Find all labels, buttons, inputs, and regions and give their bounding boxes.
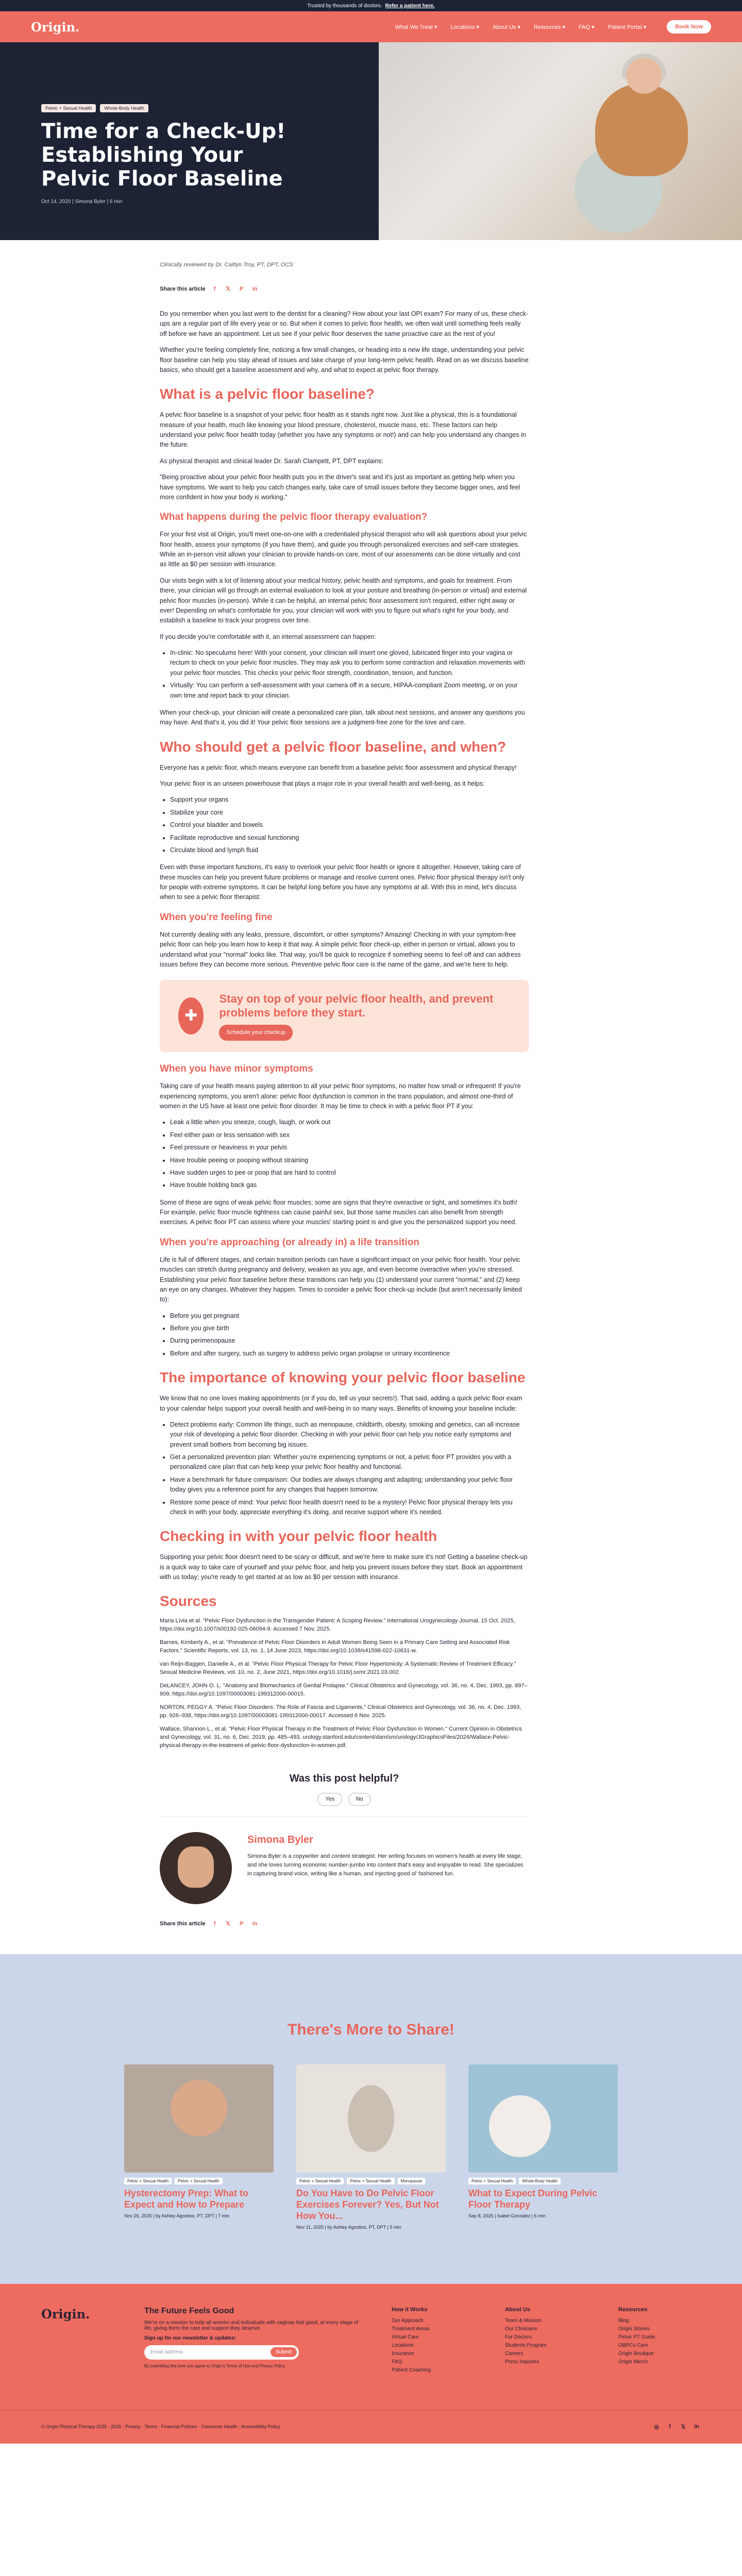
share-bar bbox=[160, 285, 529, 294]
facebook-icon[interactable]: f bbox=[669, 2424, 671, 2430]
card-meta: Nov 11, 2025 | by Ashley Agostino, PT, DPT | 5 min bbox=[296, 2224, 401, 2230]
feedback-no-button[interactable]: No bbox=[348, 1793, 371, 1806]
list-item: • Get a personalized prevention plan: Whether you're experiencing symptoms or not, a pelvic floor PT provides you with a personalized care plan that can help keep your pelvic floor healthy and functional. bbox=[170, 1452, 529, 1472]
footer-link[interactable]: Insurance bbox=[392, 2350, 414, 2357]
section-heading: Sources bbox=[160, 1593, 217, 1609]
cta-title: Stay on top of your pelvic floor health, and prevent problems before they start. bbox=[219, 992, 494, 1019]
footer-bottom bbox=[0, 2410, 742, 2444]
source-item: DeLANCEY, JOHN O. L. "Anatomy and Biomechanics of Genital Prolapse." Clinical Obstetrics and Gynecology, vol. 36, no. 4, Dec. 1993, pp. 897–909, https://doi.org/10.1097/00003081-199312000-00015. bbox=[160, 1683, 528, 1698]
paragraph: Whether you're feeling completely fine, noticing a few small changes, or heading into a new life stage, understanding your pelvic floor baseline can help you stay ahead of issues and take charge of your long-term pelvic health. Read on as we discuss baseline basics, who should get a baseline assessment and why, and what to expect at pelvic floor therapy. bbox=[160, 346, 529, 374]
hero-tag[interactable]: Pelvic + Sexual Health bbox=[41, 104, 96, 112]
section-heading: When you have minor symptoms bbox=[160, 1063, 313, 1075]
list-item: • Have sudden urges to pee or poop that are hard to control bbox=[170, 1168, 529, 1178]
article-meta: Oct 14, 2020 | Simona Byler | 6 min bbox=[41, 199, 123, 205]
footer-link[interactable]: Our Approach bbox=[392, 2317, 424, 2324]
email-field[interactable] bbox=[144, 2345, 299, 2360]
paragraph: Some of these are signs of weak pelvic floor muscles; some are signs that they're overactive or tight, and sometimes it's both! For example, pelvic floor muscle tightness can cause painful sex, but those same muscles can also benefit from strength exercises. A pelvic floor PT can assess where your muscles' starting point is and give you the personalized support you need. bbox=[160, 1198, 517, 1226]
source-item: Maria Lívia et al. "Pelvic Floor Dysfunction in the Transgender Patient: A Scoping Review." International Urogynecology Journal, 15 Oct. 2025, https://doi.org/10.1007/s00192-025-06094-9. Accessed 7 Nov. 2025. bbox=[160, 1618, 515, 1633]
related-card[interactable] bbox=[124, 2064, 274, 2230]
hero-tag[interactable]: Whole-Body Health bbox=[100, 104, 148, 112]
card-tag[interactable]: Whole-Body Health bbox=[519, 2178, 561, 2184]
section-heading: When you're approaching (or already in) a life transition bbox=[160, 1236, 419, 1248]
sources-list bbox=[160, 1617, 529, 1750]
list-item: • Before and after surgery, such as surgery to address pelvic organ prolapse or urinary incontinence bbox=[170, 1349, 529, 1359]
section-heading: The importance of knowing your pelvic floor baseline bbox=[160, 1369, 526, 1386]
list-item: • Support your organs bbox=[170, 795, 529, 805]
facebook-icon[interactable]: f bbox=[213, 1920, 216, 1927]
paragraph: Your pelvic floor is an unseen powerhouse that plays a major role in your overall health and well-being, as it helps: bbox=[160, 780, 485, 788]
section-heading: What is a pelvic floor baseline? bbox=[160, 386, 375, 402]
list-item: • Have trouble holding back gas bbox=[170, 1180, 529, 1190]
list-item: • Circulate blood and lymph fluid bbox=[170, 845, 529, 855]
footer-link[interactable]: FAQ bbox=[392, 2359, 402, 2365]
clinic-icon: ✚ bbox=[178, 997, 204, 1035]
footer-tagline: The Future Feels Good bbox=[144, 2306, 234, 2315]
hero bbox=[0, 42, 742, 240]
footer-link[interactable]: Press Inquiries bbox=[505, 2359, 539, 2365]
list-item: • In-clinic: No speculums here! With your consent, your clinician will insert one gloved, lubricated finger into your vagina or rectum to check on your pelvic floor muscles. They may ask you to perform some contraction and relaxation movements with your pelvic floor muscles. This checks your pelvic floor strength, coordination, tension, and function. bbox=[170, 648, 529, 678]
list-item: • Stabilize your core bbox=[170, 808, 529, 818]
list bbox=[170, 1311, 529, 1359]
list-item: • During perimenopause bbox=[170, 1336, 529, 1346]
card-tag[interactable]: Pelvic + Sexual Health bbox=[347, 2178, 394, 2184]
footer-link[interactable]: Treatment Areas bbox=[392, 2326, 430, 2332]
pinterest-icon[interactable]: P bbox=[239, 1920, 244, 1927]
footer-link[interactable]: Team & Mission bbox=[505, 2317, 542, 2324]
feedback-yes-button[interactable]: Yes bbox=[317, 1793, 342, 1806]
instagram-icon[interactable]: ◎ bbox=[654, 2424, 659, 2430]
list-item: • Have trouble peeing or pooping without straining bbox=[170, 1156, 529, 1165]
footer-link[interactable]: Origin Stories bbox=[618, 2326, 650, 2332]
list-item: • Virtually: You can perform a self-assessment with your camera off in a secure, HIPAA-compliant Zoom meeting, or on your own time and report back to your clinician. bbox=[170, 681, 529, 701]
linkedin-icon[interactable]: in bbox=[252, 1920, 258, 1927]
footer-col-title: About Us bbox=[505, 2306, 530, 2313]
section-heading: When you're feeling fine bbox=[160, 911, 273, 923]
nav-item-what-we-treat[interactable]: What We Treat ▾ bbox=[395, 24, 437, 30]
card-tag[interactable]: Pelvic + Sexual Health bbox=[296, 2178, 344, 2184]
card-title[interactable]: Do You Have to Do Pelvic Floor Exercises Forever? Yes, But Not How You... bbox=[296, 2188, 439, 2221]
list-item: • Feel pressure or heaviness in your pelvis bbox=[170, 1143, 529, 1153]
footer-link[interactable]: Students Program bbox=[505, 2342, 547, 2348]
footer-link[interactable]: Origin Merch bbox=[618, 2359, 648, 2365]
list bbox=[170, 795, 529, 855]
clinical-review-note: Clinically reviewed by Dr. Caitlyn Troy, PT, DPT, OCS bbox=[160, 262, 293, 268]
footer-link[interactable]: Blog bbox=[618, 2317, 629, 2324]
list-item: • Before you get pregnant bbox=[170, 1311, 529, 1321]
consent-text: By submitting this form you agree to Origin's Terms of Use and Privacy Policy bbox=[144, 2363, 285, 2368]
card-meta: Sep 8, 2025 | Isabel Gonzalez | 6 min bbox=[468, 2213, 546, 2218]
footer-link[interactable]: OBPCs Care bbox=[618, 2342, 648, 2348]
list-item: • Leak a little when you sneeze, cough, laugh, or work out bbox=[170, 1117, 529, 1127]
related-card[interactable] bbox=[468, 2064, 618, 2230]
list bbox=[170, 648, 529, 701]
nav-item-locations[interactable]: Locations ▾ bbox=[450, 24, 479, 30]
list bbox=[170, 1420, 529, 1517]
avatar bbox=[160, 1832, 232, 1904]
paragraph: Do you remember when you last went to the dentist for a cleaning? How about your last OPI exam? For many of us, these check-ups are a regular part of life every year or so. But when it comes to pelvic floor health, we often wait until something feels really off before we have an appointment. Let us see if your pelvic floor deserves the same proactive care as the rest of you! bbox=[160, 310, 528, 337]
paragraph: Taking care of your health means paying attention to all your pelvic floor symptoms, no matter how small or infrequent! If you're experiencing symptoms, you aren't alone: pelvic floor dysfunction is common in the trans population, and almost one-third of women in the US have at least one pelvic floor disorder. It may be time to check in with a pelvic floor PT if you: bbox=[160, 1082, 521, 1110]
feedback-widget bbox=[160, 1771, 529, 1806]
footer-link[interactable]: Patient Coaching bbox=[392, 2367, 431, 2373]
paragraph: If you decide you're comfortable with it, an internal assessment can happen: bbox=[160, 633, 376, 640]
announcement-text: Trusted by thousands of doctors. bbox=[307, 3, 382, 9]
nav-item-faq[interactable]: FAQ ▾ bbox=[579, 24, 595, 30]
author-name[interactable]: Simona Byler bbox=[247, 1834, 313, 1845]
paragraph: Everyone has a pelvic floor, which means everyone can benefit from a baseline pelvic floor assessment and physical therapy! bbox=[160, 764, 517, 771]
footer-logo[interactable]: Origin. bbox=[41, 2306, 90, 2321]
quote: "Being proactive about your pelvic floor health puts you in the driver's seat and it's just as important as getting help when you have symptoms. We want to help you catch changes early, take care of small issues before they become bigger ones, and feel more confident in how your body is working." bbox=[160, 473, 520, 501]
paragraph: As physical therapist and clinical leader Dr. Sarah Clampett, PT, DPT explains: bbox=[160, 457, 383, 465]
card-title[interactable]: Hysterectomy Prep: What to Expect and How to Prepare bbox=[124, 2188, 249, 2210]
card-image bbox=[124, 2064, 274, 2173]
cta-banner bbox=[160, 980, 529, 1052]
card-tag[interactable]: Pelvic + Sexual Health bbox=[468, 2178, 516, 2184]
nav-item-patient-portal[interactable]: Patient Portal ▾ bbox=[608, 24, 647, 30]
paragraph: A pelvic floor baseline is a snapshot of your pelvic floor health as it stands right now. Just like a physical, this is a foundational measure of your health, much like knowing your blood pressure, cholesterol, muscle mass, etc. These factors can help understand your pelvic floor health today (whether you have any symptoms or not!) and can help you understand any changes in the future. bbox=[160, 411, 526, 449]
schedule-checkup-button[interactable]: Schedule your checkup bbox=[219, 1025, 292, 1041]
paragraph: For your first visit at Origin, you'll meet one-on-one with a credentialed physical therapist who will ask questions about your pelvic floor health, assess your symptoms (if you have them), and guide you through personalized exercises and self-care strategies. While an in-person visit allows your clinician to provide hands-on care, most of our assessments can be done virtually and cost as little as $0 per session with insurance. bbox=[160, 531, 527, 568]
footer-link[interactable]: Origin Boutique bbox=[618, 2350, 654, 2357]
copyright: © Origin Physical Therapy 2025 - 2026 · Privacy · Terms · Financial Policies · Consumer Health · Accessibility Policy bbox=[41, 2424, 280, 2430]
facebook-icon[interactable]: f bbox=[213, 286, 216, 293]
list-item: • Feel either pain or less sensation with sex bbox=[170, 1130, 529, 1140]
related-title: There's More to Share! bbox=[288, 2021, 454, 2038]
related-card[interactable] bbox=[296, 2064, 446, 2230]
paragraph: Even with these important functions, it's easy to overlook your pelvic floor health or ignore it altogether. However, taking care of these muscles can help you prevent future problems or manage and resolve current ones. Pelvic floor physical therapy isn't only for people with extreme symptoms. It can be helpful long before you have any symptoms at all. With this in mind, let's discuss when to see a pelvic floor therapist: bbox=[160, 863, 525, 901]
footer bbox=[0, 2284, 742, 2410]
newsletter-label: Sign up for our newsletter & updates: bbox=[144, 2335, 237, 2341]
share-bar bbox=[160, 1920, 529, 1928]
main-nav bbox=[0, 11, 742, 42]
list-item: • Facilitate reproductive and sexual functioning bbox=[170, 833, 529, 843]
submit-button[interactable]: Submit bbox=[271, 2347, 297, 2357]
feedback-question: Was this post helpful? bbox=[289, 1772, 399, 1784]
hero-image bbox=[379, 42, 742, 240]
x-icon[interactable]: 𝕏 bbox=[226, 286, 231, 293]
list bbox=[170, 1117, 529, 1190]
list-item: • Detect problems early: Common life things, such as menopause, childbirth, obesity, smoking and genetics, can all increase your risk of developing a pelvic floor disorder. Checking in with your pelvic floor can help you notice early symptoms and prevent small bothers from becoming big issues. bbox=[170, 1420, 529, 1450]
footer-col-title: Resources bbox=[618, 2306, 648, 2313]
logo[interactable]: Origin. bbox=[31, 19, 80, 35]
footer-link[interactable]: Virtual Care bbox=[392, 2334, 419, 2340]
paragraph: Not currently dealing with any leaks, pressure, discomfort, or other symptoms? Amazing! Checking in with your symptom-free pelvic floor can help you learn how to keep it that way. A simple pelvic floor check-up, either in person or virtual, allows you to understand what your "normal" looks like. That way, you'll be quick to recognize if something seems to feel off and can address issues before they can become more serious. Preventive pelvic floor care is the name of the game, and we're here to help. bbox=[160, 930, 521, 968]
list-item: • Control your bladder and bowels bbox=[170, 820, 529, 830]
book-now-button[interactable]: Book Now bbox=[667, 20, 711, 33]
card-image bbox=[468, 2064, 618, 2173]
page-title: Time for a Check-Up! Establishing Your Pelvic Floor Baseline bbox=[41, 120, 286, 191]
section-heading: Who should get a pelvic floor baseline, and when? bbox=[160, 738, 507, 755]
share-label: Share this article bbox=[160, 1920, 206, 1927]
x-icon[interactable]: 𝕏 bbox=[681, 2424, 686, 2430]
section-heading: What happens during the pelvic floor therapy evaluation? bbox=[160, 512, 428, 523]
email-placeholder: Email address bbox=[150, 2349, 183, 2355]
related-posts bbox=[0, 1954, 742, 2284]
announcement-bar bbox=[0, 0, 742, 11]
section-heading: Checking in with your pelvic floor health bbox=[160, 1528, 437, 1545]
author-description: Simona Byler is a copywriter and content strategist. Her writing focuses on women's health at every life stage, and she loves turning economic number-jumbo into content that's easy and enjoyable to read. She specializes in capturing brand voice, writing like a human, and injecting good ol' fashioned fun. bbox=[247, 1853, 524, 1877]
source-item: van Reijn-Baggen, Danielle A., et al. "Pelvic Floor Physical Therapy for Pelvic Floor Hypertonicity: A Systematic Review of Treatment Efficacy." Sexual Medicine Reviews, vol. 10, no. 2, June 2021, https://doi.org/10.1016/j.sxmr.2021.03.002. bbox=[160, 1661, 516, 1676]
linkedin-icon[interactable]: in bbox=[694, 2424, 699, 2430]
paragraph: Our visits begin with a lot of listening about your medical history, pelvic health and symptoms, and goals for treatment. From there, your clinician will go through an external evaluation to look at your posture and breathing (in-person or virtual) and external pelvic floor muscles (in-person). While it can be helpful, an internal pelvic floor assessment isn't required, either right away or ever! Depending on what's comfortable for you, your clinician will work with you to figure out what's right for your body, and establish a baseline to track your progress over time. bbox=[160, 577, 527, 624]
list-item: • Restore some peace of mind: Your pelvic floor health doesn't need to be a mystery! Pelvic floor physical therapy lets you check in with your body, appreciate everything it's doing, and receive support where it's needed. bbox=[170, 1498, 529, 1518]
footer-link[interactable]: Careers bbox=[505, 2350, 524, 2357]
list-item: • Before you give birth bbox=[170, 1324, 529, 1333]
card-image bbox=[296, 2064, 446, 2173]
card-meta: Nov 26, 2025 | by Ashley Agostino, PT, DPT | 7 min bbox=[124, 2213, 230, 2218]
share-label: Share this article bbox=[160, 286, 206, 293]
list-item: • Have a benchmark for future comparison: Our bodies are always changing and adapting; understanding your pelvic floor today gives you a reference point for any changes that happen tomorrow. bbox=[170, 1475, 529, 1495]
article-body bbox=[160, 240, 529, 1928]
card-tag[interactable]: Menopause bbox=[398, 2178, 426, 2184]
source-item: Wallace, Shannon L., et al. "Pelvic Floor Physical Therapy in the Treatment of Pelvic Floor Dysfunction in Women." Current Opinion in Obstetrics and Gynecology, vol. 31, no. 6, Dec. 2019, pp. 485–493, urology.stanford.edu/content/dam/sm/urology/JGraphicsFiles/2024/Wallace-Pelvic-physical-therapy-in-the-treatment-of-pelvic-floor-dysfunction-in-women.pdf. bbox=[160, 1725, 522, 1749]
footer-col-title: How it Works bbox=[392, 2306, 428, 2313]
paragraph: We know that no one loves making appointments (or if you do, tell us your secrets!). That said, adding a quick pelvic floor exam to your calendar helps support your overall health and well-being in so many ways. Benefits of knowing your baseline include: bbox=[160, 1395, 522, 1412]
footer-link[interactable]: Locations bbox=[392, 2342, 414, 2348]
refer-patient-link[interactable]: Refer a patient here. bbox=[385, 3, 435, 9]
pinterest-icon[interactable]: P bbox=[239, 286, 244, 293]
footer-mission: We're on a mission to help all women and individuals with vaginas feel good, at every stage of life, giving them the care and support they deserve. bbox=[144, 2319, 359, 2331]
footer-link[interactable]: Pelvic PT Guide bbox=[618, 2334, 655, 2340]
card-title[interactable]: What to Expect During Pelvic Floor Therapy bbox=[468, 2188, 598, 2210]
source-item: NORTON, PEGGY A. "Pelvic Floor Disorders: The Role of Fascia and Ligaments." Clinical Obstetrics and Gynecology, vol. 36, no. 4, Dec. 1993, pp. 926–938, https://doi.org/10.1097/00003081-199312000-00017. Accessed 6 Nov. 2025. bbox=[160, 1704, 521, 1719]
footer-link[interactable]: Our Clinicians bbox=[505, 2326, 537, 2332]
nav-item-about-us[interactable]: About Us ▾ bbox=[493, 24, 520, 30]
source-item: Barnes, Kimberly A., et al. "Prevalence of Pelvic Floor Disorders in Adult Women Being Seen in a Primary Care Setting and Associated Risk Factors." Scientific Reports, vol. 13, no. 1, 14 June 2023, https://doi.org/10.1038/s41598-022-10631-w. bbox=[160, 1639, 510, 1654]
paragraph: Supporting your pelvic floor doesn't need to be scary or difficult, and we're here to make sure it's not! Getting a baseline check-up is a quick way to take care of yourself and your pelvic floor, and help you prevent issues before they start. Book an appointment with us today; you're ready to get started at as low as $0 per session with insurance. bbox=[160, 1553, 528, 1581]
x-icon[interactable]: 𝕏 bbox=[226, 1920, 231, 1927]
paragraph: Life is full of different stages, and certain transition periods can have a significant impact on your pelvic floor health. Your pelvic muscles can stretch during pregnancy and delivery, weaken as you age, and even become overactive when you're stressed. Establishing your pelvic floor baseline before these transitions can help you (1) understand your current "normal," and (2) keep an eye on any changes. Whatever they happen. Times to consider a pelvic floor check-up include (but aren't necessarily limited to): bbox=[160, 1256, 522, 1303]
card-tag[interactable]: Pelvic + Sexual Health bbox=[124, 2178, 172, 2184]
footer-link[interactable]: For Doctors bbox=[505, 2334, 532, 2340]
linkedin-icon[interactable]: in bbox=[252, 286, 258, 293]
card-tag[interactable]: Pelvic + Sexual Health bbox=[175, 2178, 222, 2184]
paragraph: When your check-up, your clinician will create a personalized care plan, talk about next sessions, and answer any questions you may have. And that's it, you did it! Your pelvic floor sessions are a judgment-free zone for the love and care. bbox=[160, 708, 525, 726]
author-bio bbox=[160, 1816, 529, 1920]
nav-item-resources[interactable]: Resources ▾ bbox=[534, 24, 565, 30]
